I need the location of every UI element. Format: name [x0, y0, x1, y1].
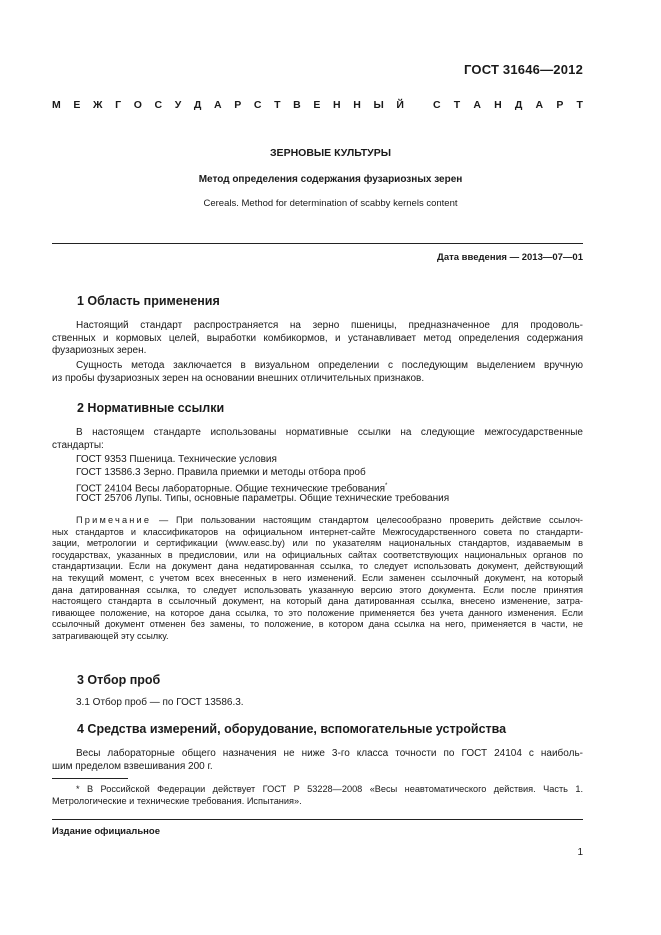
banner-letter: Г	[115, 99, 122, 111]
footer-divider	[52, 819, 583, 820]
banner-letter: Р	[556, 99, 564, 111]
banner-letter: Ы	[373, 99, 384, 111]
note-line: государствах, указанных в предисловии, или на официальных сайтах соответствующих национальных органов по	[52, 549, 583, 560]
note-text: — При пользовании настоящим стандартом целесообразно проверить действие ссылоч-	[151, 515, 583, 525]
text-line: шим пределом взвешивания 200 г.	[52, 760, 213, 772]
document-english-title: Cereals. Method for determination of scabby kernels content	[203, 198, 458, 209]
note-line	[52, 515, 583, 527]
normative-reference-4: ГОСТ 25706 Лупы. Типы, основные параметры. Общие технические требования	[76, 493, 450, 504]
interstate-standard-banner	[52, 99, 583, 111]
banner-letter: А	[535, 99, 544, 111]
section-1-paragraph-2	[52, 360, 583, 385]
banner-letter: Н	[353, 99, 361, 111]
banner-letter: Е	[73, 99, 81, 111]
normative-reference-2: ГОСТ 13586.3 Зерно. Правила приемки и методы отбора проб	[76, 467, 366, 478]
document-subtitle: Метод определения содержания фузариозных зерен	[198, 174, 463, 185]
note-line: ных стандартов и классификаторов на официальном интернет-сайте Межгосударственного совета по стандарти-	[52, 526, 583, 537]
banner-letter: Р	[234, 99, 242, 111]
note-line: дана датированная ссылка, то следует использовать указанную версию этого документа. Если после принятия	[52, 584, 583, 595]
text-line: В настоящем стандарте использованы нормативные ссылки на следующие межгосударственные	[76, 427, 583, 438]
note-line: ссылочный документ отменен без замены, то положение, в котором дана ссылка на него, применяется в части, не	[52, 619, 583, 630]
text-line: Настоящий стандарт распространяется на зерно пшеницы, предназначенное для продоволь-	[76, 320, 583, 331]
banner-letter: С	[154, 99, 163, 111]
banner-letter: В	[293, 99, 301, 111]
note-line: гивающее положение, на которое дана ссылка, то это положение применяется без учета данного изменения. Если	[52, 607, 583, 618]
banner-letter: А	[473, 99, 481, 111]
note-line: стандартизации. Если на документ дана недатированная ссылка, то следует использовать документ, действующий	[52, 561, 583, 572]
gost-code: ГОСТ 31646—2012	[464, 62, 583, 77]
banner-letter: Е	[313, 99, 321, 111]
official-edition-label: Издание официальное	[52, 826, 160, 837]
footnote-line: * В Российской Федерации действует ГОСТ Р 53228—2008 «Весы неавтоматического действия. Часть 1.	[76, 784, 583, 794]
section-1-heading: 1 Область применения	[77, 294, 220, 308]
banner-letter: Д	[193, 99, 202, 111]
section-1-paragraph-1	[52, 320, 583, 358]
footnote-line: Метрологические и технические требования. Испытания».	[52, 795, 302, 806]
footnote-divider	[52, 778, 128, 779]
text-line: ственных и кормовых целей, выработки комбикормов, и устанавливает метод определения содержания	[52, 332, 583, 344]
title-divider	[52, 243, 583, 244]
footnote	[52, 784, 583, 807]
banner-letter: М	[52, 99, 61, 111]
banner-word-interstate	[52, 99, 404, 111]
section-3-heading: 3 Отбор проб	[77, 673, 161, 687]
section-3-paragraph: 3.1 Отбор проб — по ГОСТ 13586.3.	[76, 697, 244, 708]
section-2-intro	[52, 427, 583, 452]
banner-letter: С	[253, 99, 262, 111]
text-line: фузариозных зерен.	[52, 345, 147, 356]
note-label: Примечание	[76, 515, 152, 525]
banner-letter: О	[133, 99, 142, 111]
note-line: настоящего стандарта в ссылочный документ, на который дана датированная ссылка, внесено изменение, затра-	[52, 596, 583, 607]
banner-letter: Д	[514, 99, 523, 111]
page-number: 1	[577, 847, 583, 858]
text-line: стандарты:	[52, 439, 104, 451]
banner-letter: Ж	[93, 99, 103, 111]
section-2-heading: 2 Нормативные ссылки	[77, 401, 225, 415]
section-4-heading: 4 Средства измерений, оборудование, вспомогательные устройства	[77, 722, 507, 736]
text-line: из пробы фузариозных зерен на основании внешних отличительных признаков.	[52, 372, 425, 384]
note-line: на текущий момент, с учетом всех внесенных в него изменений. Если заменен ссылочный документ, на который	[52, 572, 583, 583]
text-line: Сущность метода заключается в визуальном определении с последующим выделением вручную	[76, 360, 583, 371]
banner-letter: Т	[274, 99, 281, 111]
banner-letter: Т	[576, 99, 583, 111]
footnote-marker: *	[385, 483, 388, 489]
note-line: затрагивающей эту ссылку.	[52, 630, 169, 641]
banner-letter: Т	[453, 99, 461, 111]
note-block	[52, 515, 583, 643]
banner-letter: А	[214, 99, 222, 111]
note-line: зации, метрологии и сертификации (www.easc.by) или по указателям национальных стандартов, издаваемым в	[52, 538, 583, 549]
document-title: ЗЕРНОВЫЕ КУЛЬТУРЫ	[269, 147, 391, 159]
banner-word-standard	[433, 99, 583, 111]
banner-letter: Й	[396, 99, 404, 111]
text-line: Весы лабораторные общего назначения не ниже 3-го класса точности по ГОСТ 24104 с наиболь-	[76, 748, 583, 759]
banner-letter: У	[174, 99, 182, 111]
section-4-paragraph	[52, 748, 583, 773]
normative-reference-1: ГОСТ 9353 Пшеница. Технические условия	[76, 454, 277, 465]
banner-letter: С	[433, 99, 441, 111]
banner-letter: Н	[333, 99, 341, 111]
reference-text: ГОСТ 24104 Весы лабораторные. Общие технические требования	[76, 483, 386, 495]
introduction-date: Дата введения — 2013—07—01	[437, 252, 583, 263]
banner-letter: Н	[494, 99, 502, 111]
